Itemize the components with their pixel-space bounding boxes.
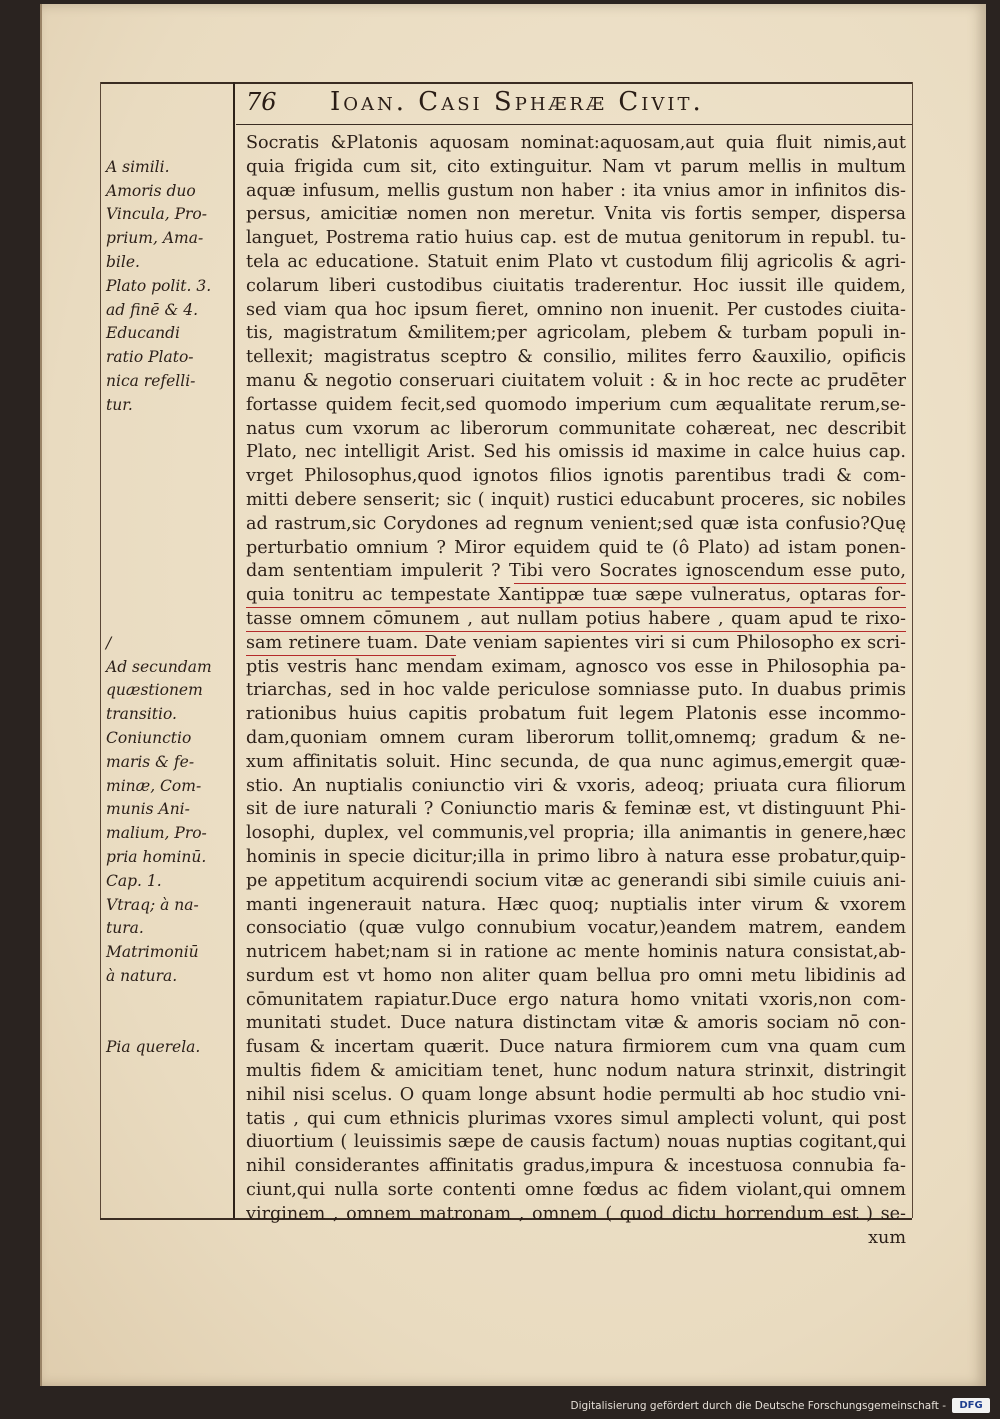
text-line: consociatio (quæ vulgo connubium vocatur,)eandem matrem, eandem <box>246 918 906 939</box>
text-line: nihil nisi scelus. O quam longe absunt hodie permulti ab hoc studio vni- <box>246 1084 906 1105</box>
main-text-block <box>246 132 906 1250</box>
text-line: dam,quoniam omnem curam liberorum tollit,omnemq; gradum & ne- <box>246 727 906 748</box>
text-line: sed viam qua hoc ipsum fieret, omnino non inuenit. Per custodes ciuita- <box>246 299 906 320</box>
text-line: tela ac educatione. Statuit enim Plato vt custodum filij agricolis & agri- <box>246 251 906 272</box>
text-line: persus, amicitiæ nomen non meretur. Vnita vis fortis semper, dispersa <box>246 204 906 225</box>
margin-note: ad finē & 4. <box>106 300 199 319</box>
text-line: xum <box>868 1227 906 1248</box>
margin-note: à natura. <box>106 966 178 985</box>
text-line: dam sententiam impulerit ? Tibi vero Socrates ignoscendum esse puto, <box>246 561 906 582</box>
margin-spacer <box>106 489 232 513</box>
text-line: fusam & incertam quærit. Duce natura firmiorem cum vna quam cum <box>246 1037 906 1058</box>
running-title: Ioan. Casi Sphærӕ Civit. <box>330 87 704 117</box>
red-underline <box>246 631 906 632</box>
text-line: sam retinere tuam. Date veniam sapientes viri si cum Philosopho ex scri- <box>246 632 906 653</box>
text-line: ad rastrum,sic Corydones ad regnum venient;sed quæ ista confusio?Quę <box>246 513 906 534</box>
margin-note: Amoris duo <box>106 181 196 200</box>
text-line: quia frigida cum sit, cito extinguitur. Nam vt parum mellis in multum <box>246 156 906 177</box>
text-line: sit de iure naturali ? Coniunctio maris & feminæ est, vt distinguunt Phi- <box>246 799 906 820</box>
margin-note: malium, Pro- <box>106 824 207 843</box>
text-line: ciunt,qui nulla sorte contenti omne fœdus ac fidem violant,qui omnem <box>246 1180 906 1201</box>
text-line: Socratis &Platonis aquosam nominat:aquosam,aut quia fluit nimis,aut <box>246 133 906 153</box>
frame-right-rule <box>912 82 913 1218</box>
page-number: 76 <box>246 88 277 116</box>
margin-note: quæstionem <box>106 681 203 700</box>
margin-spacer <box>106 441 232 465</box>
margin-note: Ad secundam <box>106 657 212 676</box>
margin-spacer <box>106 608 232 632</box>
text-line: languet, Postrema ratio huius cap. est de mutua genitorum in republ. tu- <box>246 228 906 249</box>
text-line: triarchas, sed in hoc valde periculose somniasse puto. In duabus primis <box>246 680 906 701</box>
header-rule <box>236 124 912 125</box>
margin-note: Coniunctio <box>106 728 192 747</box>
text-line: natus cum vxorum ac liberorum communitate cohæreat, nec describit <box>246 418 906 439</box>
text-line: stio. An nuptialis coniunctio viri & vxoris, adeoq; priuata cura filiorum <box>246 775 906 796</box>
page-header <box>246 84 906 124</box>
margin-spacer <box>106 989 232 1013</box>
margin-note: munis Ani- <box>106 800 190 819</box>
margin-spacer <box>106 465 232 489</box>
text-line: tatis , qui cum ethnicis plurimas vxores simul amplecti volunt, qui post <box>246 1108 906 1129</box>
text-line: manu & negotio conseruari ciuitatem voluit : & in hoc recte ac prudēter <box>246 370 906 391</box>
margin-spacer <box>106 132 232 156</box>
red-underline <box>246 655 456 656</box>
margin-note: Vincula, Pro- <box>106 205 207 224</box>
margin-spacer <box>106 418 232 442</box>
text-line: manti ingenerauit natura. Hæc quoq; nuptialis inter virum & vxorem <box>246 894 906 915</box>
text-line: surdum est vt homo non aliter quam bellua pro omni metu libidinis ad <box>246 965 906 986</box>
text-line: diuortium ( leuissimis sæpe de causis factum) nouas nuptias cogitant,qui <box>246 1132 906 1153</box>
margin-note: minæ, Com- <box>106 776 202 795</box>
margin-notes <box>106 132 232 1060</box>
frame-left-rule <box>100 82 101 1218</box>
margin-note: Pia querela. <box>106 1038 201 1057</box>
margin-note: tura. <box>106 919 144 938</box>
text-line: xum affinitatis soluit. Hinc secunda, de qua nunc agimus,emergit quæ- <box>246 751 906 772</box>
text-line: losophi, duplex, vel communis,vel propria; illa animantis in genere,hæc <box>246 823 906 844</box>
text-line: colarum liberi custodibus ciuitatis traderentur. Hoc iussit ille quidem, <box>246 275 906 296</box>
text-line: nihil considerantes affinitatis gradus,impura & incestuosa connubia fa- <box>246 1156 906 1177</box>
margin-note: Vtraq; à na- <box>106 895 199 914</box>
text-line: pe appetitum acquirendi socium vitæ ac generandi sibi simile cuiuis ani- <box>246 870 906 891</box>
text-line: Plato, nec intelligit Arist. Sed his omissis id maxime in calce huius cap. <box>246 442 906 463</box>
footer-credit: Digitalisierung gefördert durch die Deutsche Forschungsgemeinschaft - <box>570 1400 946 1412</box>
text-line: multis fidem & amicitiam tenet, hunc nodum natura strinxit, distringit <box>246 1061 906 1082</box>
footer-bar <box>0 1393 1000 1419</box>
margin-spacer <box>106 513 232 537</box>
text-line: tellexit; magistratus sceptro & consilio, milites ferro &auxilio, opificis <box>246 347 906 368</box>
dfg-logo: DFG <box>952 1398 990 1413</box>
margin-column-divider <box>233 82 235 1218</box>
margin-note: Matrimoniū <box>106 943 199 962</box>
margin-spacer <box>106 584 232 608</box>
text-line: aquæ infusum, mellis gustum non haber : ita vnius amor in infinitos dis- <box>246 180 906 201</box>
margin-note: A simili. <box>106 157 170 176</box>
text-line: tis, magistratum &militem;per agricolam, plebem & turbam populi in- <box>246 323 906 344</box>
margin-spacer <box>106 537 232 561</box>
margin-note: transitio. <box>106 705 177 724</box>
text-line: virginem , omnem matronam , omnem ( quod dictu horrendum est ) se- <box>246 1203 906 1224</box>
margin-spacer <box>106 1012 232 1036</box>
margin-note: tur. <box>106 395 133 414</box>
margin-note: nica refelli- <box>106 371 196 390</box>
text-line: rationibus huius capitis probatum fuit legem Platonis esse incommo- <box>246 704 906 725</box>
margin-note: maris & fe- <box>106 752 195 771</box>
margin-spacer <box>106 560 232 584</box>
text-line: nutricem habet;nam si in ratione ac mente hominis natura consistat,ab- <box>246 942 906 963</box>
red-underline <box>246 607 906 608</box>
text-line: vrget Philosophus,quod ignotos filios ignotis parentibus tradi & com- <box>246 466 906 487</box>
red-underline <box>514 583 906 584</box>
margin-note: prium, Ama- <box>106 229 204 248</box>
margin-note: ratio Plato- <box>106 348 194 367</box>
text-line: munitati studet. Duce natura distinctam vitæ & amoris sociam nō con- <box>246 1013 906 1034</box>
text-line: mitti debere senserit; sic ( inquit) rustici educabunt proceres, sic nobiles <box>246 489 906 510</box>
text-line: cōmunitatem rapiatur.Duce ergo natura homo vnitati vxoris,non com- <box>246 989 906 1010</box>
text-line: ptis vestris hanc mendam eximam, agnosco vos esse in Philosophia pa- <box>246 656 906 677</box>
text-line: quia tonitru ac tempestate Xantippæ tuæ sæpe vulneratus, optaras for- <box>246 585 906 606</box>
margin-note: Cap. 1. <box>106 871 162 890</box>
text-line: perturbatio omnium ? Miror equidem quid te (ô Plato) ad istam ponen- <box>246 537 906 558</box>
margin-note: Plato polit. 3. <box>106 276 212 295</box>
text-line: tasse omnem cōmunem , aut nullam potius habere , quam apud te rixo- <box>246 608 906 629</box>
text-line: hominis in specie dicitur;illa in primo libro à natura esse probatur,quip- <box>246 846 906 867</box>
text-line: fortasse quidem fecit,sed quomodo imperium cum æqualitate rerum,se- <box>246 394 906 415</box>
margin-note: bile. <box>106 252 140 271</box>
margin-note: Educandi <box>106 324 181 343</box>
margin-note: / <box>106 633 112 652</box>
margin-note: pria hominū. <box>106 847 207 866</box>
